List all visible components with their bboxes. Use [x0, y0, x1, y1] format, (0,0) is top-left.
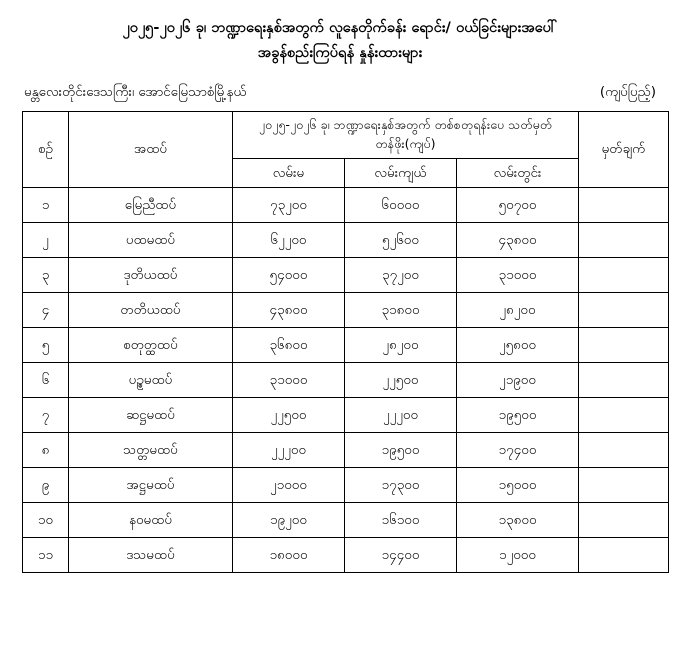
cell-inner-road: ၂၈၂၀၀: [457, 292, 579, 327]
header-sub-main-road: လမ်းမ: [233, 158, 345, 187]
cell-remark: [579, 257, 669, 292]
cell-main-road: ၁၉၂၀၀: [233, 502, 345, 537]
table-row: [23, 327, 669, 362]
table-body: [23, 187, 669, 572]
table-row: [23, 362, 669, 397]
cell-no: ၁၀: [23, 502, 69, 537]
cell-main-road: ၂၂၅၀၀: [233, 397, 345, 432]
table-row: [23, 502, 669, 537]
unit-label: (ကျပ်ပြည့်): [599, 83, 656, 100]
cell-main-road: ၇၃၂၀၀: [233, 187, 345, 222]
cell-no: ၂: [23, 222, 69, 257]
cell-wide-road: ၂၂၅၀၀: [345, 362, 457, 397]
cell-inner-road: ၄၃၈၀၀: [457, 222, 579, 257]
cell-wide-road: ၂၂၂၀၀: [345, 397, 457, 432]
cell-inner-road: ၁၃၈၀၀: [457, 502, 579, 537]
cell-remark: [579, 292, 669, 327]
table-row: [23, 432, 669, 467]
table-row: [23, 397, 669, 432]
cell-no: ၇: [23, 397, 69, 432]
cell-floor: မြေညီထပ်: [69, 187, 233, 222]
title-line-2: အခွန်စည်းကြပ်ရန် နှုန်းထားများ: [257, 45, 423, 62]
cell-floor: အဋ္ဌမထပ်: [69, 467, 233, 502]
cell-main-road: ၅၄၀၀၀: [233, 257, 345, 292]
cell-inner-road: ၃၁၀၀၀: [457, 257, 579, 292]
cell-inner-road: ၁၉၅၀၀: [457, 397, 579, 432]
cell-main-road: ၂၂၂၀၀: [233, 432, 345, 467]
cell-inner-road: ၁၅၀၀၀: [457, 467, 579, 502]
cell-main-road: ၆၂၂၀၀: [233, 222, 345, 257]
cell-main-road: ၁၈၀၀၀: [233, 537, 345, 572]
cell-inner-road: ၁၇၄၀၀: [457, 432, 579, 467]
cell-remark: [579, 362, 669, 397]
cell-floor: ဒုတိယထပ်: [69, 257, 233, 292]
table-row: [23, 292, 669, 327]
cell-remark: [579, 537, 669, 572]
cell-remark: [579, 467, 669, 502]
cell-main-road: ၂၁၀၀၀: [233, 467, 345, 502]
cell-no: ၆: [23, 362, 69, 397]
table-row: [23, 467, 669, 502]
cell-inner-road: ၂၅၈၀၀: [457, 327, 579, 362]
cell-no: ၁၁: [23, 537, 69, 572]
cell-remark: [579, 432, 669, 467]
table-row: [23, 222, 669, 257]
cell-wide-road: ၁၆၁၀၀: [345, 502, 457, 537]
cell-remark: [579, 397, 669, 432]
cell-no: ၃: [23, 257, 69, 292]
cell-wide-road: ၃၇၂၀၀: [345, 257, 457, 292]
cell-remark: [579, 502, 669, 537]
header-sub-wide-road: လမ်းကျယ်: [345, 158, 457, 187]
table-row: [23, 537, 669, 572]
cell-floor: စတုတ္ထထပ်: [69, 327, 233, 362]
cell-no: ၉: [23, 467, 69, 502]
table-row: [23, 257, 669, 292]
cell-inner-road: ၂၁၉၀၀: [457, 362, 579, 397]
cell-floor: တတိယထပ်: [69, 292, 233, 327]
header-sub-inner-road: လမ်းတွင်း: [457, 158, 579, 187]
title-line-1: ၂၀၂၅-၂၀၂၆ ခု၊ ဘဏ္ဍာရေးနှစ်အတွက် လူနေတိုက်ခန်း ရောင်း/ ဝယ်ခြင်းများအပေါ်: [122, 20, 558, 36]
cell-floor: ပထမထပ်: [69, 222, 233, 257]
cell-no: ၄: [23, 292, 69, 327]
cell-floor: ဆဋ္ဌမထပ်: [69, 397, 233, 432]
cell-wide-road: ၁၇၃၀၀: [345, 467, 457, 502]
page-title: [22, 16, 658, 67]
header-rate-group: ၂၀၂၅-၂၀၂၆ ခု၊ ဘဏ္ဍာရေးနှစ်အတွက် တစ်စတုရန်းပေ သတ်မှတ်တန်ဖိုး(ကျပ်): [233, 111, 579, 158]
cell-no: ၁: [23, 187, 69, 222]
cell-inner-road: ၁၂၀၀၀: [457, 537, 579, 572]
cell-wide-road: ၅၂၆၀၀: [345, 222, 457, 257]
cell-remark: [579, 222, 669, 257]
cell-floor: သတ္တမထပ်: [69, 432, 233, 467]
cell-no: ၈: [23, 432, 69, 467]
cell-floor: ပဉ္စမထပ်: [69, 362, 233, 397]
cell-floor: နဝမထပ်: [69, 502, 233, 537]
cell-main-road: ၃၆၈၀၀: [233, 327, 345, 362]
subheader: [22, 83, 658, 103]
cell-inner-road: ၅၀၇၀၀: [457, 187, 579, 222]
cell-no: ၅: [23, 327, 69, 362]
cell-wide-road: ၁၄၄၀၀: [345, 537, 457, 572]
cell-wide-road: ၆၀၀၀၀: [345, 187, 457, 222]
cell-main-road: ၃၁၀၀၀: [233, 362, 345, 397]
rates-table: [22, 111, 669, 573]
table-header-row-1: [23, 111, 669, 158]
region-label: မန္တလေးတိုင်းဒေသကြီး၊ အောင်မြေသာစံမြို့နယ်: [24, 83, 247, 100]
cell-wide-road: ၁၉၅၀၀: [345, 432, 457, 467]
cell-remark: [579, 327, 669, 362]
cell-wide-road: ၃၁၈၀၀: [345, 292, 457, 327]
cell-wide-road: ၂၈၂၀၀: [345, 327, 457, 362]
header-no: စဉ်: [23, 111, 69, 187]
table-row: [23, 187, 669, 222]
header-remark: မှတ်ချက်: [579, 111, 669, 187]
cell-main-road: ၄၃၈၀၀: [233, 292, 345, 327]
header-floor: အထပ်: [69, 111, 233, 187]
cell-floor: ဒသမထပ်: [69, 537, 233, 572]
cell-remark: [579, 187, 669, 222]
